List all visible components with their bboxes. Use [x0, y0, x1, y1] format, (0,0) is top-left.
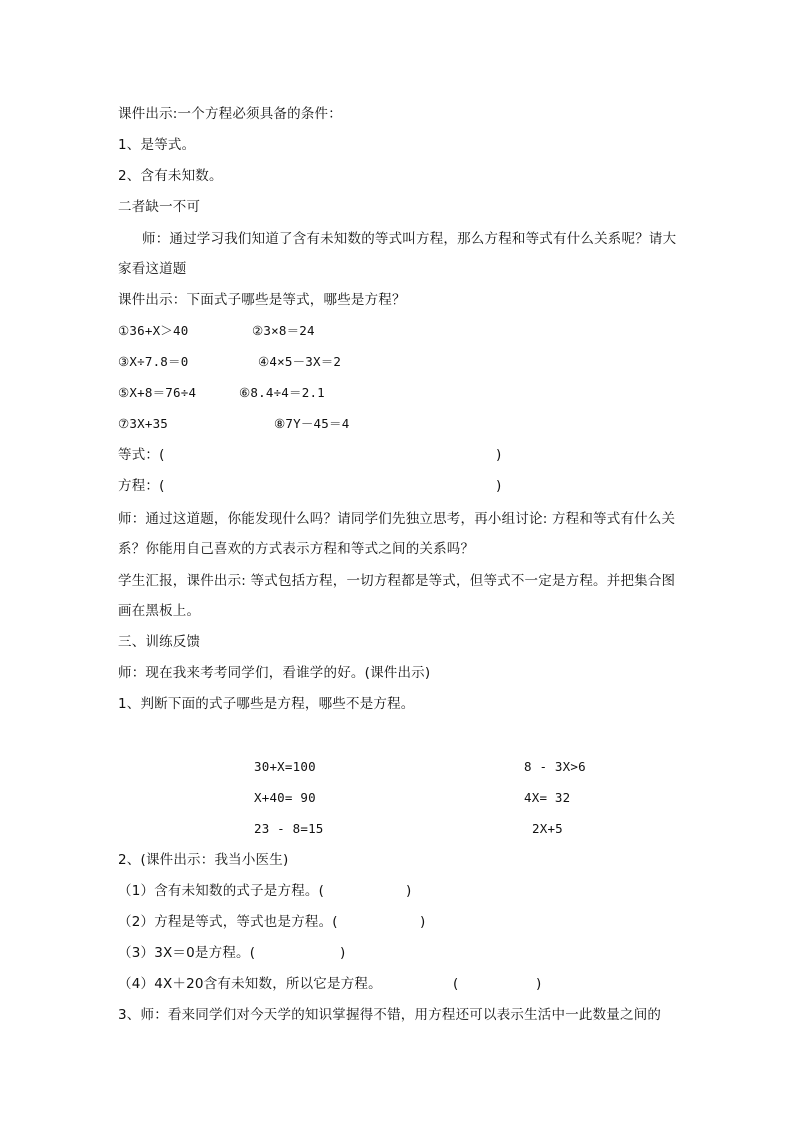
- formula-4: 4X= 32: [524, 790, 571, 805]
- expression-8: ⑧7Y－45＝4: [274, 416, 350, 431]
- formula-2: 8 - 3X>6: [524, 759, 586, 774]
- courseware-question: 课件出示：下面式子哪些是等式，哪些是方程？: [118, 292, 406, 308]
- judgement-3-close: ): [340, 945, 346, 961]
- expression-5: ⑤X+8＝76÷4: [118, 385, 197, 400]
- formula-6: 2X+5: [532, 821, 563, 836]
- equality-answer-label: 等式：(: [118, 447, 165, 463]
- teacher-paragraph-1: 师：通过学习我们知道了含有未知数的等式叫方程，那么方程和等式有什么关系呢？请大家看这道题: [118, 231, 677, 277]
- exercise-2-prompt: 2、(课件出示：我当小医生): [118, 852, 289, 868]
- formula-5: 23 - 8=15: [254, 821, 324, 836]
- equation-answer-close: ): [496, 478, 502, 494]
- expression-1: ①36+X＞40: [118, 323, 189, 338]
- equality-answer-close: ): [496, 447, 502, 463]
- section-heading-3: 三、训练反馈: [118, 634, 201, 650]
- teacher-paragraph-3: 师：现在我来考考同学们，看谁学的好。(课件出示): [118, 665, 431, 681]
- formula-3: X+40= 90: [254, 790, 316, 805]
- judgement-3: （3）3X＝0是方程。(: [118, 945, 256, 961]
- condition-2: 2、含有未知数。: [118, 168, 223, 184]
- equation-answer-label: 方程：(: [118, 478, 165, 494]
- judgement-2-close: ): [420, 914, 426, 930]
- expression-2: ②3×8＝24: [252, 323, 315, 338]
- expression-7: ⑦3X+35: [118, 416, 169, 431]
- condition-note: 二者缺一不可: [118, 199, 201, 215]
- teacher-paragraph-2: 师：通过这道题，你能发现什么吗？请同学们先独立思考，再小组讨论: 方程和等式有什么关系？你能用自己喜欢的方式表示方程和等式之间的关系吗？: [118, 511, 676, 557]
- judgement-2: （2）方程是等式，等式也是方程。(: [118, 914, 338, 930]
- judgement-4: （4）4X＋20含有未知数，所以它是方程。: [118, 976, 382, 992]
- judgement-4-open: (: [453, 976, 459, 992]
- student-report-paragraph: 学生汇报，课件出示: 等式包括方程，一切方程都是等式，但等式不一定是方程。并把集合图画在黑板上。: [118, 573, 676, 619]
- exercise-3-prompt: 3、师：看来同学们对今天学的知识掌握得不错，用方程还可以表示生活中一此数量之间的: [118, 1007, 662, 1023]
- judgement-1: （1）含有未知数的式子是方程。(: [118, 883, 325, 899]
- expression-4: ④4×5－3X＝2: [258, 354, 342, 369]
- judgement-1-close: ): [406, 883, 412, 899]
- judgement-4-close: ): [536, 976, 542, 992]
- expression-3: ③X÷7.8＝0: [118, 354, 189, 369]
- courseware-condition-heading: 课件出示:一个方程必须具备的条件：: [118, 106, 342, 122]
- expression-6: ⑥8.4÷4＝2.1: [239, 385, 325, 400]
- condition-1: 1、是等式。: [118, 137, 196, 153]
- exercise-1-prompt: 1、判断下面的式子哪些是方程，哪些不是方程。: [118, 696, 415, 712]
- formula-1: 30+X=100: [254, 759, 316, 774]
